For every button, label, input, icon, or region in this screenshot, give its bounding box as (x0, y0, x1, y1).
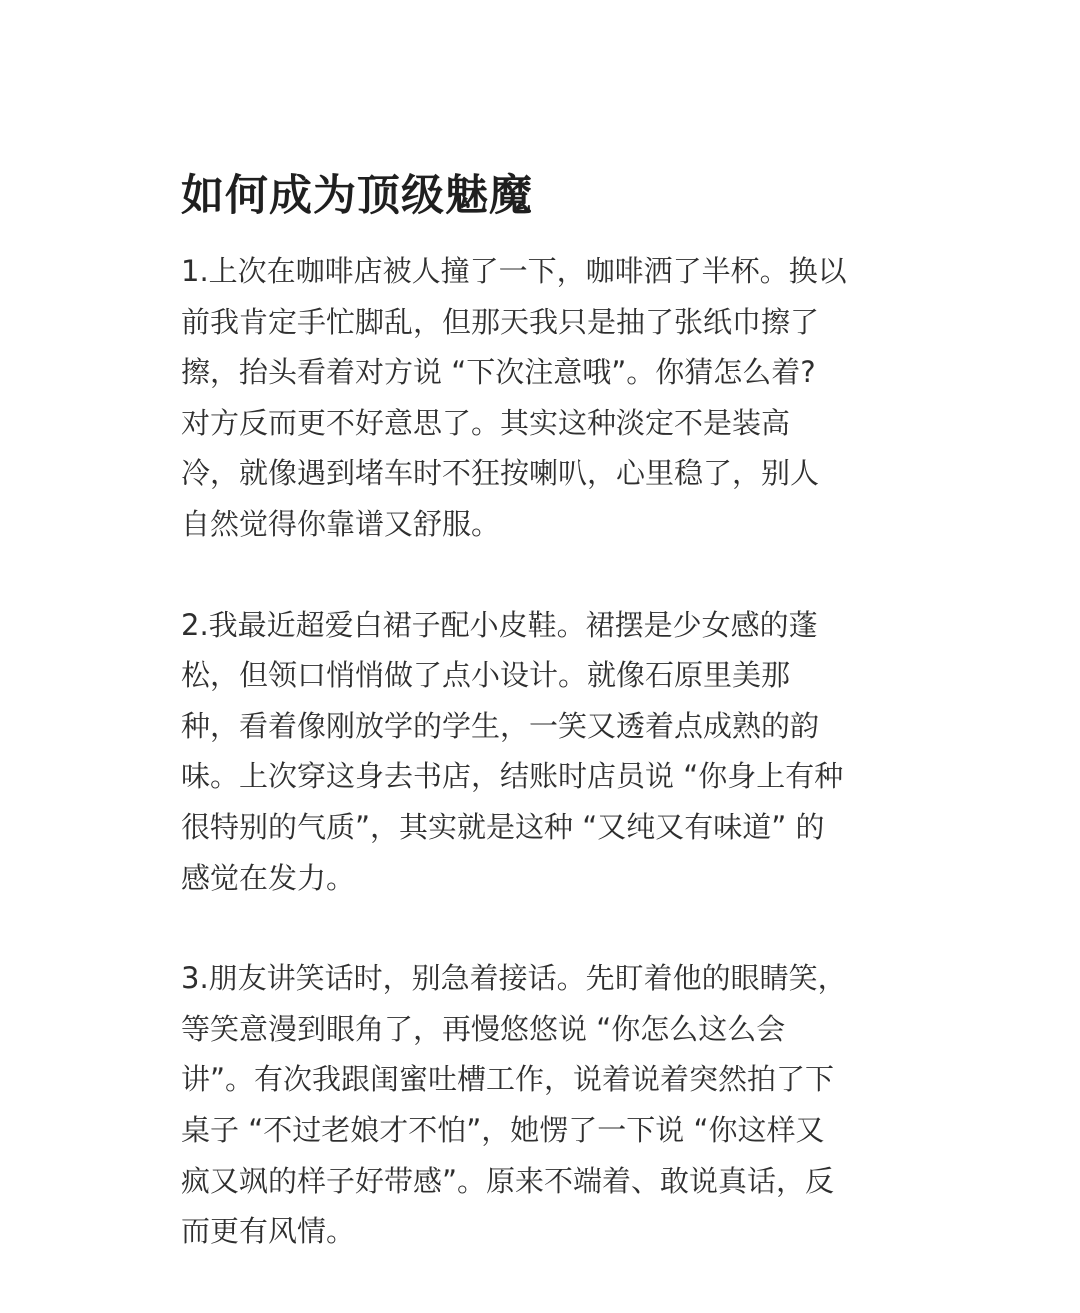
paragraph-line: 自然觉得你靠谱又舒服。 (181, 506, 501, 541)
paragraph-1 (181, 246, 901, 550)
paragraph-3 (181, 953, 901, 1257)
paragraph-line: 感觉在发力。 (181, 860, 356, 895)
paragraph-line: 松，但领口悄悄做了点小设计。就像石原里美那 (181, 658, 791, 693)
paragraph-line: 疯又飒的样子好带感”。原来不端着、敢说真话，反 (181, 1163, 835, 1198)
paragraph-line: 擦，抬头看着对方说 “下次注意哦”。你猜怎么着? (181, 355, 816, 390)
paragraph-line: 3.朋友讲笑话时，别急着接话。先盯着他的眼睛笑， (181, 961, 847, 996)
paragraph-2 (181, 600, 901, 904)
article (181, 168, 901, 1257)
paragraph-line: 冷，就像遇到堵车时不狂按喇叭，心里稳了，别人 (181, 456, 820, 491)
paragraph-line: 种，看着像刚放学的学生，一笑又透着点成熟的韵 (181, 708, 820, 743)
paragraph-line: 前我肯定手忙脚乱，但那天我只是抽了张纸巾擦了 (181, 304, 820, 339)
paragraph-line: 等笑意漫到眼角了，再慢悠悠说 “你怎么这么会 (181, 1011, 786, 1046)
paragraph-line: 讲”。有次我跟闺蜜吐槽工作，说着说着突然拍了下 (181, 1062, 835, 1097)
paragraph-line: 1.上次在咖啡店被人撞了一下，咖啡洒了半杯。换以 (181, 254, 847, 288)
article-title: 如何成为顶级魅魔 (181, 171, 533, 221)
paragraph-line: 很特别的气质”，其实就是这种 “又纯又有味道” 的 (181, 809, 825, 844)
paragraph-line: 味。上次穿这身去书店，结账时店员说 “你身上有种 (181, 759, 844, 794)
paragraph-line: 对方反而更不好意思了。其实这种淡定不是装高 (181, 405, 791, 440)
paragraph-line: 而更有风情。 (181, 1214, 356, 1249)
paragraph-line: 桌子 “不过老娘才不怕”，她愣了一下说 “你这样又 (181, 1112, 825, 1147)
paragraph-line: 2.我最近超爱白裙子配小皮鞋。裙摆是少女感的蓬 (181, 607, 818, 642)
